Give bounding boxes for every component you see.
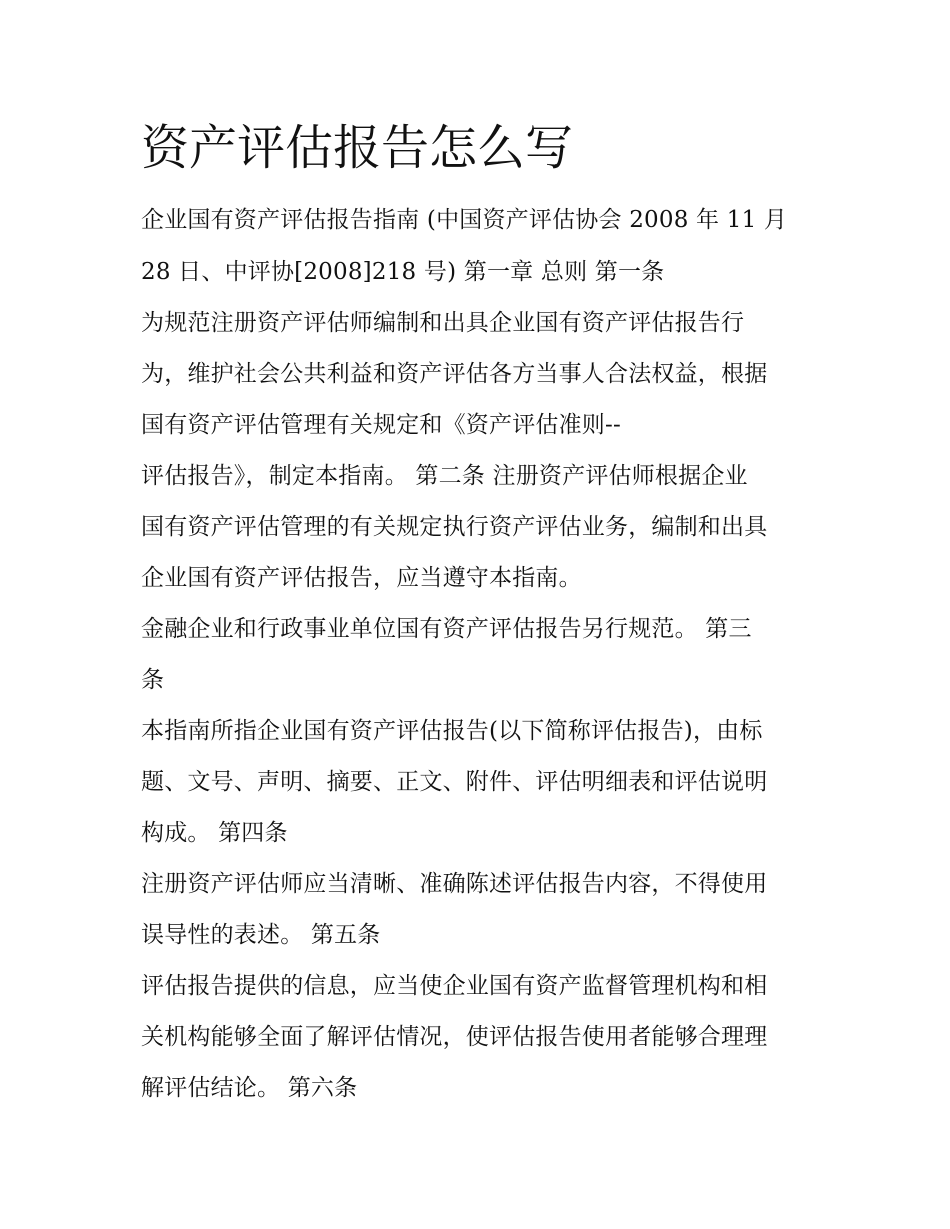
body-line-6: 评估报告》，制定本指南。 第二条 注册资产评估师根据企业 xyxy=(141,463,748,489)
body-line-16: 评估报告提供的信息，应当使企业国有资产监督管理机构和相 xyxy=(141,973,768,999)
body-line-2: 28 日、中评协[2008]218 号) 第一章 总则 第一条 xyxy=(141,259,665,285)
body-line-18: 解评估结论。 第六条 xyxy=(141,1075,358,1101)
body-line-15: 误导性的表述。 第五条 xyxy=(141,922,381,948)
body-line-4: 为，维护社会公共利益和资产评估各方当事人合法权益，根据 xyxy=(141,361,768,387)
body-line-1: 企业国有资产评估报告指南 (中国资产评估协会 2008 年 11 月 xyxy=(141,207,788,233)
body-line-10: 条 xyxy=(141,667,165,693)
body-line-11: 本指南所指企业国有资产评估报告(以下简称评估报告)，由标 xyxy=(141,718,763,744)
document-title: 资产评估报告怎么写 xyxy=(141,120,574,176)
body-line-7: 国有资产评估管理的有关规定执行资产评估业务，编制和出具 xyxy=(141,514,768,540)
body-line-14: 注册资产评估师应当清晰、准确陈述评估报告内容，不得使用 xyxy=(141,871,768,897)
body-line-13: 构成。 第四条 xyxy=(141,820,288,846)
body-line-9: 金融企业和行政事业单位国有资产评估报告另行规范。 第三 xyxy=(141,616,752,642)
body-line-12: 题、文号、声明、摘要、正文、附件、评估明细表和评估说明 xyxy=(141,769,768,795)
body-line-8: 企业国有资产评估报告，应当遵守本指南。 xyxy=(141,565,582,591)
body-line-5: 国有资产评估管理有关规定和《资产评估准则-- xyxy=(141,412,621,438)
body-line-3: 为规范注册资产评估师编制和出具企业国有资产评估报告行 xyxy=(141,310,745,336)
body-line-17: 关机构能够全面了解评估情况，使评估报告使用者能够合理理 xyxy=(141,1024,768,1050)
